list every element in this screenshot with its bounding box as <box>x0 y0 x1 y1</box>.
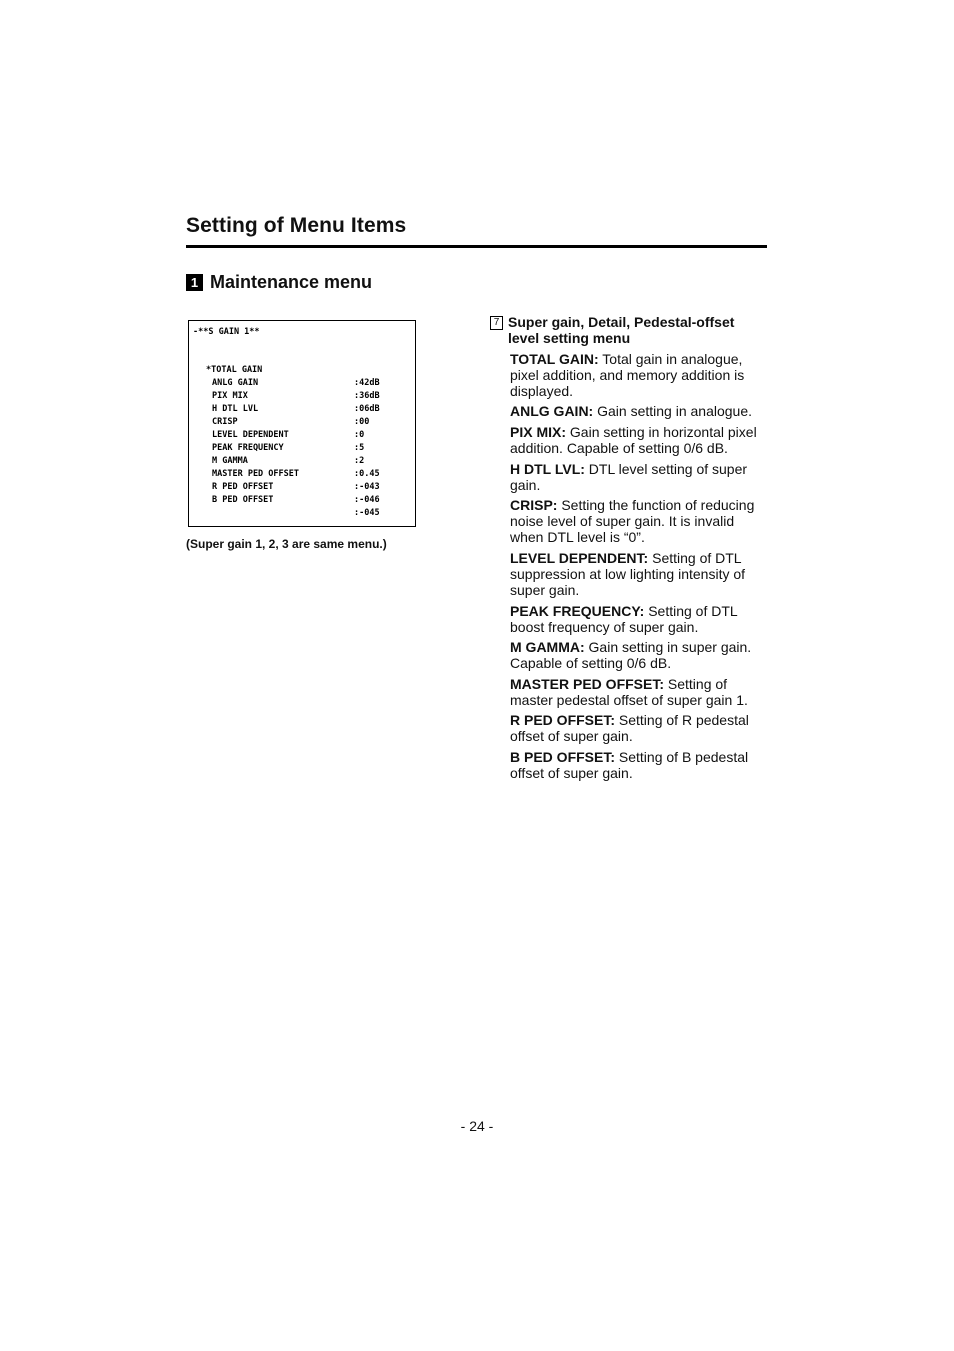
desc-text: Setting the function of reducing noise level of super gain. It is invalid when DTL level is “0”. <box>510 497 755 545</box>
desc-r-ped-offset <box>510 712 770 744</box>
desc-term: H DTL LVL: <box>510 461 585 477</box>
desc-level-dependent <box>510 550 770 598</box>
desc-term: TOTAL GAIN: <box>510 351 599 367</box>
menu-row-label: M GAMMA <box>212 456 248 466</box>
page-number: - 24 - <box>460 1118 494 1134</box>
desc-term: R PED OFFSET: <box>510 712 616 728</box>
desc-text: DTL level setting of super gain. <box>510 461 748 493</box>
desc-anlg-gain <box>510 403 770 419</box>
menu-row-value: :2 <box>354 456 365 466</box>
menu-row-label: B PED OFFSET <box>212 495 274 505</box>
desc-text: Gain setting in analogue. <box>593 403 752 419</box>
menu-screen <box>188 320 416 527</box>
menu-row-value: :5 <box>354 443 365 453</box>
menu-screen-header: -**S GAIN 1** <box>193 327 260 337</box>
desc-text: Setting of DTL boost frequency of super gain. <box>510 603 738 635</box>
desc-text: Gain setting in super gain. Capable of setting 0/6 dB. <box>510 639 752 671</box>
menu-row-value: :0 <box>354 430 365 440</box>
menu-caption: (Super gain 1, 2, 3 are same menu.) <box>186 537 387 551</box>
desc-text: Total gain in analogue, pixel addition, and memory addition is displayed. <box>510 351 745 399</box>
menu-row-value: :00 <box>354 417 370 427</box>
subsection-number-box: 7 <box>490 316 503 330</box>
desc-term: CRISP: <box>510 497 558 513</box>
section-title: Maintenance menu <box>210 272 373 292</box>
page-title: Setting of Menu Items <box>186 214 407 237</box>
menu-row-value: :-046 <box>354 495 380 505</box>
desc-term: MASTER PED OFFSET: <box>510 676 665 692</box>
desc-term: LEVEL DEPENDENT: <box>510 550 649 566</box>
desc-term: PEAK FREQUENCY: <box>510 603 645 619</box>
desc-text: Setting of R pedestal offset of super gain. <box>510 712 749 744</box>
menu-row-label: MASTER PED OFFSET <box>212 469 299 479</box>
desc-master-ped-offset <box>510 676 770 708</box>
menu-row-label: PEAK FREQUENCY <box>212 443 284 453</box>
desc-b-ped-offset <box>510 749 770 781</box>
menu-row-label: CRISP <box>212 417 238 427</box>
menu-row-value: :0.45 <box>354 469 380 479</box>
section-heading <box>186 272 372 293</box>
desc-peak-frequency <box>510 603 770 635</box>
section-number-badge: 1 <box>186 274 203 291</box>
subsection-title: Super gain, Detail, Pedestal-offset level setting menu <box>508 314 735 346</box>
desc-text: Setting of B pedestal offset of super gain. <box>510 749 749 781</box>
desc-h-dtl-lvl <box>510 461 770 493</box>
desc-pix-mix <box>510 424 770 456</box>
menu-row-value: :36dB <box>354 391 380 401</box>
desc-term: ANLG GAIN: <box>510 403 594 419</box>
desc-term: M GAMMA: <box>510 639 585 655</box>
menu-row-label: PIX MIX <box>212 391 248 401</box>
menu-row-value: :06dB <box>354 404 380 414</box>
desc-text: Setting of DTL suppression at low lighting intensity of super gain. <box>510 550 746 598</box>
desc-term: B PED OFFSET: <box>510 749 616 765</box>
menu-row-label: R PED OFFSET <box>212 482 274 492</box>
desc-m-gamma <box>510 639 770 671</box>
menu-row-label: *TOTAL GAIN <box>206 365 263 375</box>
menu-row-value: :-045 <box>354 508 380 518</box>
desc-text: Setting of master pedestal offset of super gain 1. <box>510 676 748 708</box>
desc-total-gain <box>510 351 770 399</box>
desc-text: Gain setting in horizontal pixel addition. Capable of setting 0/6 dB. <box>510 424 757 456</box>
desc-term: PIX MIX: <box>510 424 567 440</box>
title-rule <box>186 245 767 248</box>
desc-crisp <box>510 497 770 545</box>
menu-row-label: LEVEL DEPENDENT <box>212 430 289 440</box>
menu-row-label: H DTL LVL <box>212 404 259 414</box>
menu-row-label: ANLG GAIN <box>212 378 259 388</box>
menu-row-value: :42dB <box>354 378 380 388</box>
menu-row-value: :-043 <box>354 482 380 492</box>
